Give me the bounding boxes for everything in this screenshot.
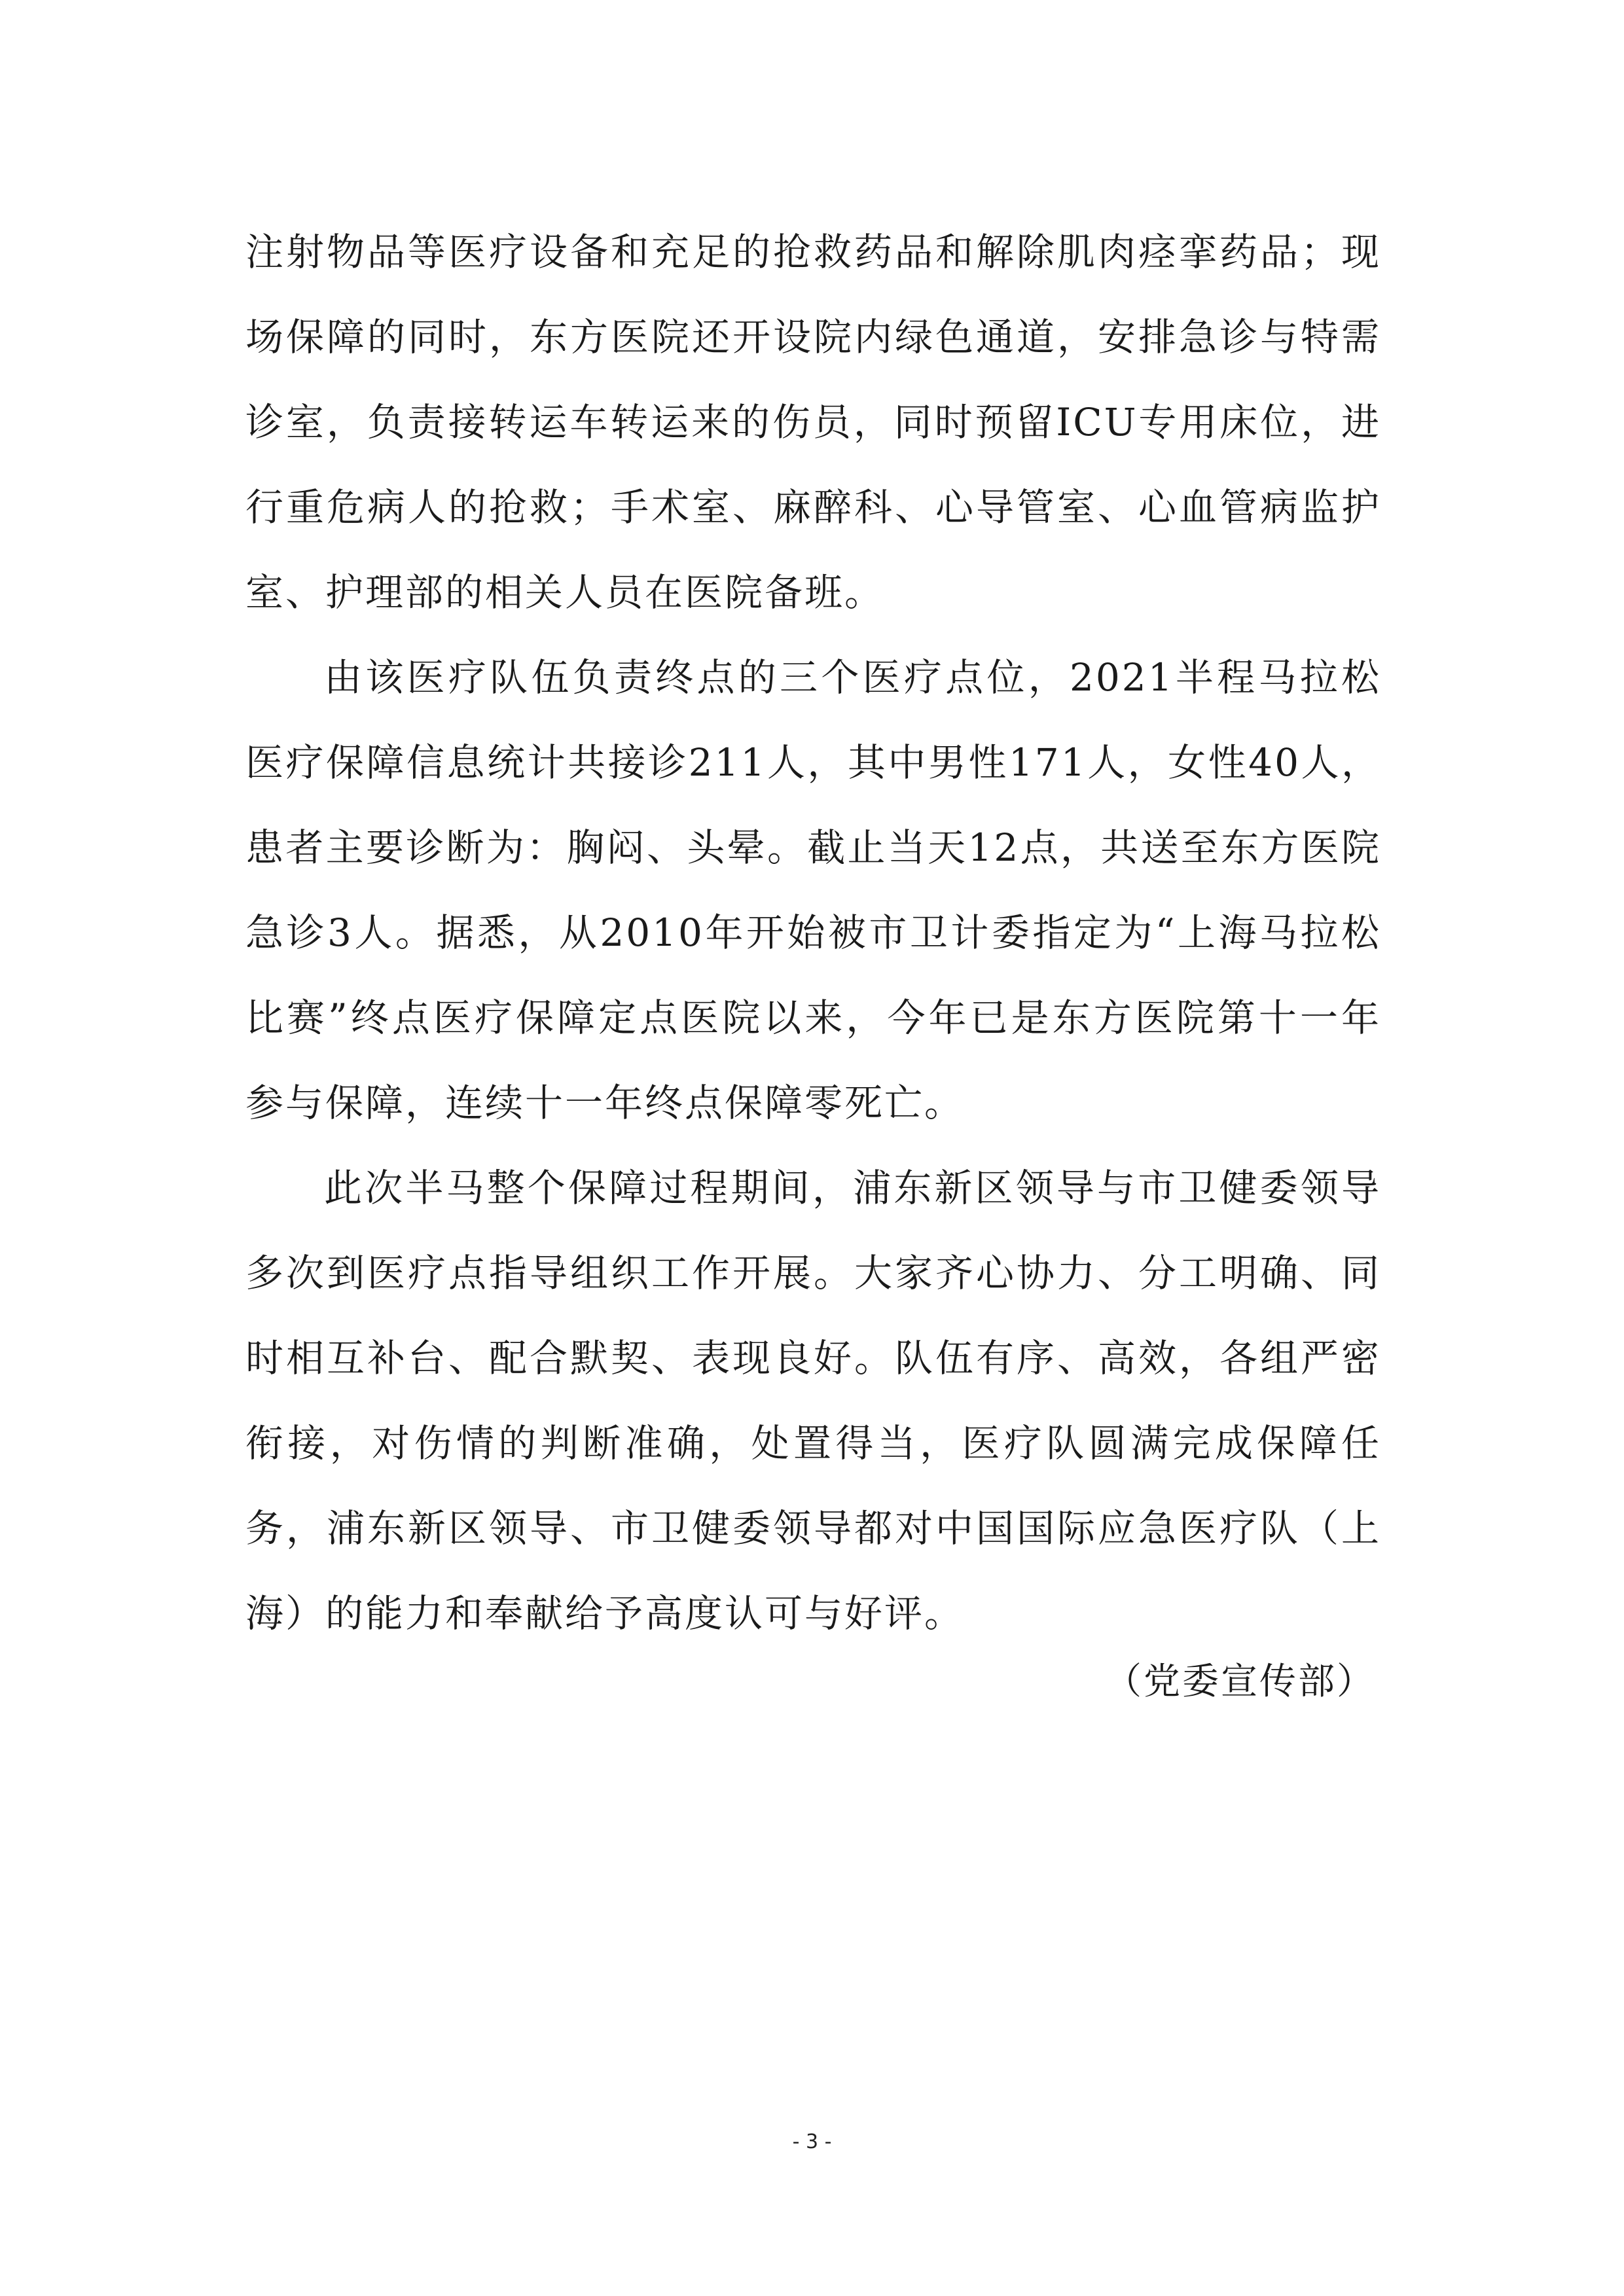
signature-department: （党委宣传部） bbox=[1105, 1660, 1375, 1703]
paragraph-3: 此次半马整个保障过程期间，浦东新区领导与市卫健委领导多次到医疗点指导组织工作开展。大家齐心协力、分工明确、同时相互补台、配合默契、表现良好。队伍有序、高效，各组严密衔接，对伤情的判断准确，处置得当，医疗队圆满完成保障任务，浦东新区领导、市卫健委领导都对中国国际应急医疗队（上海）的能力和奉献给予高度认可与好评。 bbox=[245, 1166, 1381, 1636]
article-body bbox=[245, 209, 1381, 1656]
paragraph-1: 注射物品等医疗设备和充足的抢救药品和解除肌肉痉挛药品；现场保障的同时，东方医院还开设院内绿色通道，安排急诊与特需诊室，负责接转运车转运来的伤员，同时预留ICU专用床位，进行重危病人的抢救；手术室、麻醉科、心导管室、心血管病监护室、护理部的相关人员在医院备班。 bbox=[245, 230, 1381, 615]
paragraph-2: 由该医疗队伍负责终点的三个医疗点位，2021半程马拉松医疗保障信息统计共接诊211人，其中男性171人，女性40人，患者主要诊断为：胸闷、头晕。截止当天12点，共送至东方医院急诊3人。据悉，从2010年开始被市卫计委指定为“上海马拉松比赛”终点医疗保障定点医院以来，今年已是东方医院第十一年参与保障，连续十一年终点保障零死亡。 bbox=[245, 655, 1381, 1125]
page-number: - 3 - bbox=[792, 2130, 832, 2153]
